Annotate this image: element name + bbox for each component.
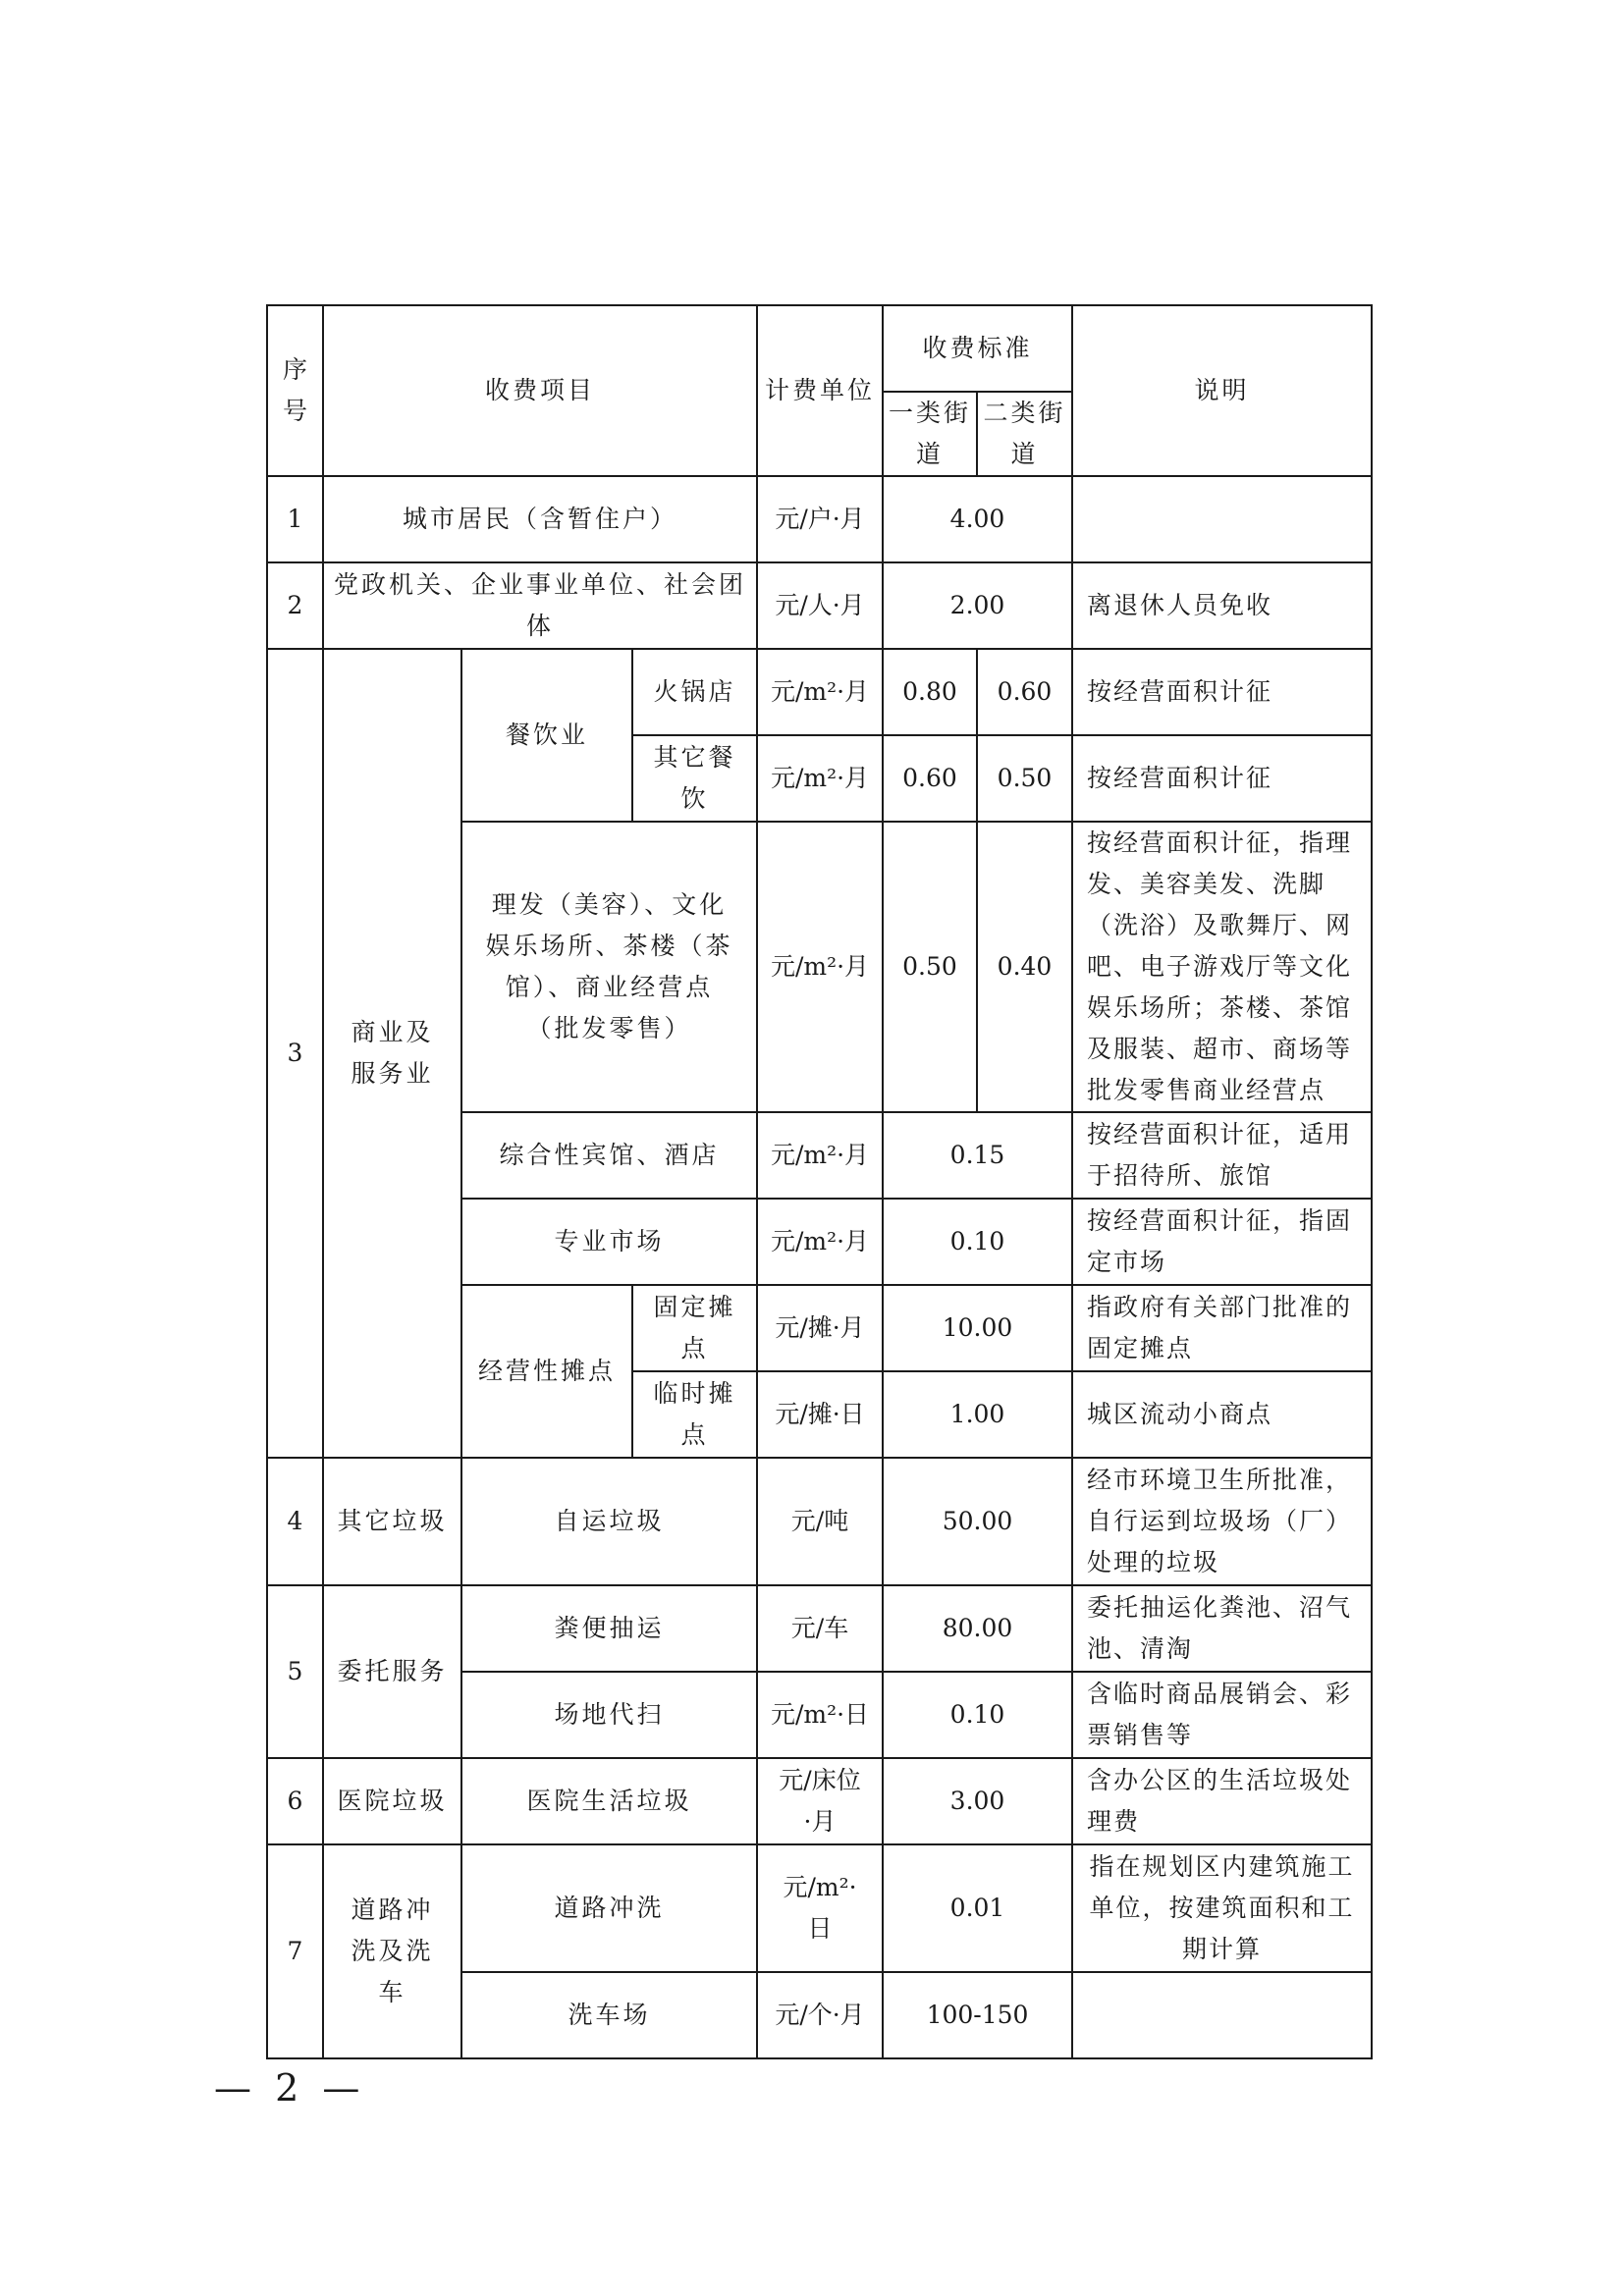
row-item: 综合性宾馆、酒店	[461, 1112, 757, 1199]
row-value: 3.00	[883, 1758, 1072, 1844]
row-value: 100-150	[883, 1972, 1072, 2058]
row-note: 按经营面积计征，指理发、美容美发、洗脚（洗浴）及歌舞厅、网吧、电子游戏厅等文化娱乐场所；茶楼、茶馆及服装、超市、商场等批发零售商业经营点	[1072, 822, 1372, 1112]
header-standard: 收费标准	[883, 305, 1072, 392]
row-subcategory: 经营性摊点	[461, 1285, 632, 1458]
row-value: 0.01	[883, 1844, 1072, 1972]
row-note: 指在规划区内建筑施工单位，按建筑面积和工期计算	[1072, 1844, 1372, 1972]
row-note: 按经营面积计征，指固定市场	[1072, 1199, 1372, 1285]
row-item: 理发（美容）、文化娱乐场所、茶楼（茶馆）、商业经营点（批发零售）	[461, 822, 757, 1112]
row-unit: 元/人·月	[757, 562, 883, 649]
header-class2: 二类街道	[977, 392, 1072, 476]
header-no: 序号	[267, 305, 323, 476]
row-class1-value: 0.60	[883, 735, 977, 822]
row-note: 城区流动小商点	[1072, 1371, 1372, 1458]
row-item: 洗车场	[461, 1972, 757, 2058]
table-row	[267, 1844, 1372, 1972]
row-no: 4	[267, 1458, 323, 1585]
header-note: 说明	[1072, 305, 1372, 476]
row-category: 其它垃圾	[323, 1458, 461, 1585]
row-note: 按经营面积计征	[1072, 735, 1372, 822]
row-subcategory: 餐饮业	[461, 649, 632, 822]
table-row	[267, 649, 1372, 735]
row-item: 粪便抽运	[461, 1585, 757, 1672]
row-no: 5	[267, 1585, 323, 1758]
row-unit: 元/m²·月	[757, 1112, 883, 1199]
row-item: 城市居民（含暂住户）	[323, 476, 757, 562]
row-unit: 元/m²·日	[757, 1844, 883, 1972]
row-note: 委托抽运化粪池、沼气池、清淘	[1072, 1585, 1372, 1672]
page-number: — 2 —	[214, 2066, 366, 2109]
row-unit: 元/m²·月	[757, 735, 883, 822]
table-row	[267, 562, 1372, 649]
row-unit: 元/m²·月	[757, 1199, 883, 1285]
row-note: 按经营面积计征，适用于招待所、旅馆	[1072, 1112, 1372, 1199]
table-header-row	[267, 305, 1372, 392]
row-note: 按经营面积计征	[1072, 649, 1372, 735]
row-category: 医院垃圾	[323, 1758, 461, 1844]
row-unit: 元/个·月	[757, 1972, 883, 2058]
table-row	[267, 476, 1372, 562]
row-unit: 元/户·月	[757, 476, 883, 562]
row-item: 党政机关、企业事业单位、社会团体	[323, 562, 757, 649]
row-category: 商业及服务业	[323, 649, 461, 1458]
row-item: 场地代扫	[461, 1672, 757, 1758]
header-unit: 计费单位	[757, 305, 883, 476]
row-value: 50.00	[883, 1458, 1072, 1585]
header-item: 收费项目	[323, 305, 757, 476]
row-unit: 元/吨	[757, 1458, 883, 1585]
row-class1-value: 0.80	[883, 649, 977, 735]
row-note	[1072, 476, 1372, 562]
row-value: 0.15	[883, 1112, 1072, 1199]
header-class1: 一类街道	[883, 392, 977, 476]
table-row	[267, 1458, 1372, 1585]
row-class2-value: 0.60	[977, 649, 1072, 735]
row-note: 含办公区的生活垃圾处理费	[1072, 1758, 1372, 1844]
row-unit: 元/摊·月	[757, 1285, 883, 1371]
row-no: 2	[267, 562, 323, 649]
row-no: 7	[267, 1844, 323, 2058]
row-value: 0.10	[883, 1672, 1072, 1758]
row-value: 4.00	[883, 476, 1072, 562]
row-class2-value: 0.40	[977, 822, 1072, 1112]
row-value: 1.00	[883, 1371, 1072, 1458]
row-note: 经市环境卫生所批准，自行运到垃圾场（厂）处理的垃圾	[1072, 1458, 1372, 1585]
row-no: 3	[267, 649, 323, 1458]
row-item: 临时摊点	[632, 1371, 757, 1458]
row-item: 道路冲洗	[461, 1844, 757, 1972]
row-category: 道路冲洗及洗车	[323, 1844, 461, 2058]
row-value: 80.00	[883, 1585, 1072, 1672]
row-item: 固定摊点	[632, 1285, 757, 1371]
row-note: 含临时商品展销会、彩票销售等	[1072, 1672, 1372, 1758]
table-row	[267, 1585, 1372, 1672]
row-class2-value: 0.50	[977, 735, 1072, 822]
row-item: 医院生活垃圾	[461, 1758, 757, 1844]
row-unit: 元/摊·日	[757, 1371, 883, 1458]
row-item: 其它餐饮	[632, 735, 757, 822]
row-note: 离退休人员免收	[1072, 562, 1372, 649]
row-unit: 元/车	[757, 1585, 883, 1672]
row-unit: 元/m²·日	[757, 1672, 883, 1758]
row-unit: 元/床位·月	[757, 1758, 883, 1844]
row-no: 6	[267, 1758, 323, 1844]
row-note: 指政府有关部门批准的固定摊点	[1072, 1285, 1372, 1371]
row-value: 0.10	[883, 1199, 1072, 1285]
row-value: 10.00	[883, 1285, 1072, 1371]
row-class1-value: 0.50	[883, 822, 977, 1112]
row-no: 1	[267, 476, 323, 562]
row-item: 火锅店	[632, 649, 757, 735]
row-item: 自运垃圾	[461, 1458, 757, 1585]
row-note	[1072, 1972, 1372, 2058]
row-category: 委托服务	[323, 1585, 461, 1758]
row-value: 2.00	[883, 562, 1072, 649]
row-unit: 元/m²·月	[757, 822, 883, 1112]
row-unit: 元/m²·月	[757, 649, 883, 735]
fee-standard-table	[266, 304, 1373, 2059]
table-row	[267, 1758, 1372, 1844]
row-item: 专业市场	[461, 1199, 757, 1285]
